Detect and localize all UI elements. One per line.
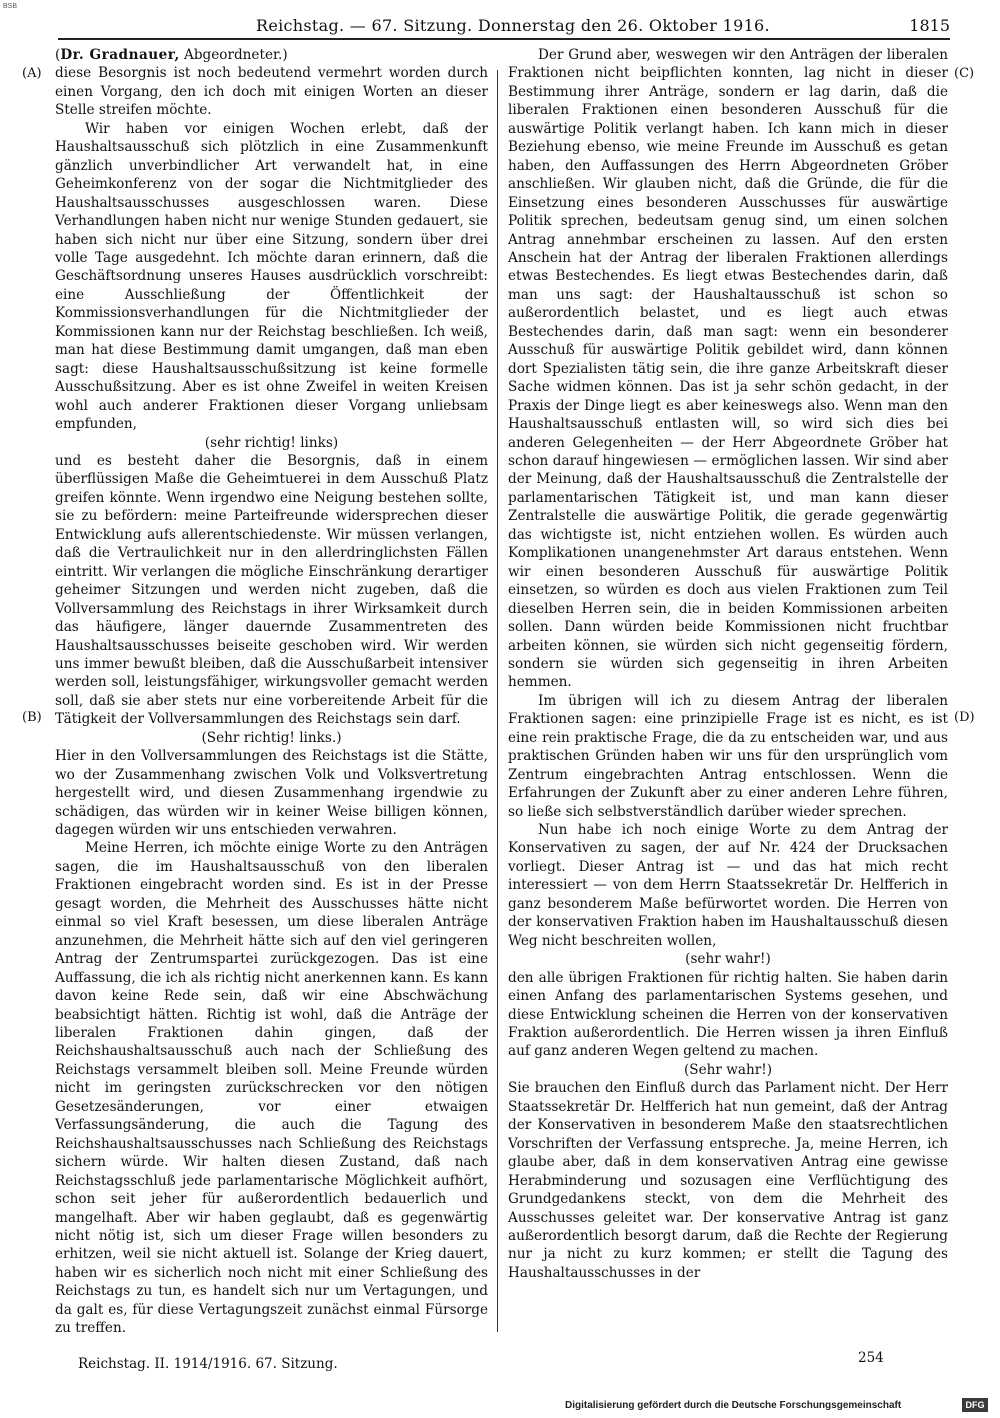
funding-note: Digitalisierung gefördert durch die Deutsche Forschungsgemeinschaft xyxy=(565,1400,902,1411)
paragraph: Nun habe ich noch einige Worte zu dem Antrag der Konservativen zu sagen, der auf Nr. 424 der Drucksachen vorliegt. Dieser Antrag ist — und das hat mich recht interessiert — von dem Herrn Staatssekretär Dr. Helfferich in ganz besonderem Maße befürwortet worden. Die Herren von der konservativen Fraktion haben im Haushaltausschuß diesen Weg nicht beschreiten wollen, xyxy=(508,822,948,949)
footer-imprint: Reichstag. II. 1914/1916. 67. Sitzung. xyxy=(78,1356,338,1372)
speaker-role: Abgeordneter. xyxy=(184,47,283,63)
running-title: Reichstag. — 67. Sitzung. Donnerstag den 26. Oktober 1916. xyxy=(256,16,770,35)
dfg-logo: DFG xyxy=(962,1398,988,1412)
margin-marker-c: (C) xyxy=(954,66,975,81)
paragraph: Sie brauchen den Einfluß durch das Parlament nicht. Der Herr Staatssekretär Dr. Helfferich hat nun gemeint, daß der Antrag der Konservativen in besonderem Maße den staatsrechtlichen Vorschriften der Verfassung entspreche. Ja, meine Herren, ich glaube aber, daß in dem konservativen Antrag eine gewisse Herabminderung und sozusagen eine Verflüchtigung des Grundgedankens steckt, von dem die Mehrheit des Ausschusses geleitet war. Der konservative Antrag ist ganz außerordentlich besorgt darum, daß die Rechte der Regierung nur ja nicht zu kurz kommen; er stellt die Tagung des Haushaltausschusses in der xyxy=(508,1080,948,1281)
margin-marker-a: (A) xyxy=(22,66,42,81)
paragraph: Wir haben vor einigen Wochen erlebt, daß der Haushaltsausschuß sich plötzlich in eine Zusammenkunft gänzlich unverbindlicher Art verwandelt hat, in eine Geheimkonferenz von der sogar die Nichtmitglieder des Haushaltsausschusses ausgeschlossen waren. Diese Verhandlungen haben nicht nur wenige Stunden gedauert, sie haben sich nicht nur über eine Sitzung, sondern über drei volle Tage ausgedehnt. Ich möchte daran erinnern, daß die Geschäftsordnung unseres Hauses ausdrücklich vorschreibt: eine Ausschließung der Öffentlichkeit der Kommissionsverhandlungen für die Nichtmitglieder der Kommissionen kann nur der Reichstag beschließen. Ich weiß, man hat diese Bestimmung damit umgangen, daß man eben sagt: diese Haushaltsausschußsitzung ist keine formelle Ausschußsitzung. Aber es ist ohne Zweifel in weiten Kreisen wohl auch anderer Fraktionen dieser Vorgang unliebsam empfunden, xyxy=(55,120,488,433)
library-mark: BSB xyxy=(3,3,18,10)
speaker-line: (Dr. Gradnauer, Abgeordneter.) xyxy=(55,47,288,63)
interjection: (Sehr wahr!) xyxy=(684,1061,772,1078)
footer-signature: 254 xyxy=(858,1350,884,1366)
paragraph: den alle übrigen Fraktionen für richtig halten. Sie haben darin einen Anfang des parlamentarischen Systems gesehen, und diese Entwicklung scheinen die Herren von der konservativen Fraktion außerordentlich. Die Herren wissen ja ihren Einfluß auf ganz anderen Wegen geltend zu machen. xyxy=(508,969,948,1060)
column-divider xyxy=(497,70,498,1332)
paragraph: Hier in den Vollversammlungen des Reichstags ist die Stätte, wo der Zusammenhang zwischen Volk und Volksvertretung hergestellt wird, und diesen Zusammenhang irgendwie zu schädigen, das würden wir in keiner Weise billigen können, dagegen würden wir uns entschieden verwahren. xyxy=(55,748,488,839)
speaker-name: Dr. Gradnauer, xyxy=(60,47,180,63)
interjection: (sehr wahr!) xyxy=(685,951,771,968)
interjection: (sehr richtig! links) xyxy=(204,434,339,451)
interjection: (Sehr richtig! links.) xyxy=(201,729,342,746)
paragraph: und es besteht daher die Besorgnis, daß in einem überflüssigen Maße die Geheimtuerei in dem Ausschuß Platz greifen könnte. Wenn irgendwo eine Neigung bestehen sollte, sie zu befördern: meine Parteifreunde widersprechen dieser Entwicklung aufs allerentschiedenste. Wir müssen verlangen, daß die Vertraulichkeit nur in den allerdringlichsten Fällen eintritt. Wir verlangen die mögliche Einschränkung derartiger geheimer Sitzungen und werden nicht zugeben, daß die Vollversammlung des Reichstags in ihrer Wirksamkeit durch das häufigere, länger dauernde Zusammentreten des Haushaltsausschusses beiseite geschoben wird. Wir werden uns immer bewußt bleiben, daß die Ausschußarbeit intensiver werden soll, leistungsfähiger, wirkungsvoller gemacht werden soll, daß sie aber stets nur eine vorbereitende Arbeit für die Tätigkeit der Vollversammlungen des Reichstags sein darf. xyxy=(55,452,488,728)
paragraph: Im übrigen will ich zu diesem Antrag der liberalen Fraktionen sagen: eine prinzipielle Frage ist es nicht, es ist eine rein praktische Frage, die da zu entscheiden war, und aus praktischen Gründen haben wir uns für den ursprünglich vom Zentrum eingebrachten Antrag entschlossen. Wenn die Erfahrungen der Zukunft aber zu einer anderen Lehre führen, so ließe sich selbstverständlich darüber wieder sprechen. xyxy=(508,692,948,820)
paragraph: diese Besorgnis ist noch bedeutend vermehrt worden durch einen Vorgang, den ich doch mit einigen Worten an dieser Stelle streifen möchte. xyxy=(55,65,488,119)
right-column xyxy=(508,46,948,1336)
margin-marker-d: (D) xyxy=(954,710,975,725)
left-column xyxy=(55,46,488,1336)
margin-marker-b: (B) xyxy=(22,710,42,725)
page-number: 1815 xyxy=(909,16,950,35)
page-header xyxy=(58,12,950,40)
paragraph: Der Grund aber, weswegen wir den Anträgen der liberalen Fraktionen nicht beipflichten konnten, lag nicht in dieser Bestimmung ihrer Anträge, sondern er lag darin, daß die liberalen Fraktionen einen besonderen Ausschuß für die auswärtige Politik verlangt haben. Ich kann mich in dieser Beziehung ebenso, wie meine Freunde im Ausschuß es getan haben, den Auffassungen des Herrn Abgeordneten Gröber anschließen. Wir glauben nicht, daß die Gründe, die für die Einsetzung eines besonderen Ausschusses für auswärtige Politik sprechen, bedeutsam genug sind, um einen solchen Antrag annehmbar erscheinen zu lassen. Auf den ersten Anschein hat der Antrag der liberalen Fraktionen allerdings etwas Bestechendes. Es liegt etwas Bestechendes darin, daß man uns sagt: der Haushaltausschuß ist schon so außerordentlich belastet, und es liegt auch etwas Bestechendes darin, daß man sagt: wenn ein besonderer Ausschuß für auswärtige Politik gebildet wird, dann können dort Spezialisten tätig sein, die ihre ganze Arbeitskraft dieser Sache widmen können. Das ist ja sehr schön gedacht, in der Praxis der Dinge liegt es aber keineswegs also. Wenn man den Haushaltsausschuß entlasten will, so wird sich dies bei anderen Gelegenheiten — der Herr Abgeordnete Gröber hat schon darauf hingewiesen — ermöglichen lassen. Wir sind aber der Meinung, daß der Haushaltsausschuß die Zentralstelle der parlamentarischen Tätigkeit ist, und man kann dieser Zentralstelle die auswärtige Politik, die gerade gegenwärtig das wichtigste ist, nicht entziehen wollen. Es würden auch Komplikationen unangenehmster Art daraus entstehen. Wenn wir einen besonderen Ausschuß für auswärtige Politik einsetzen, so würden es doch aus vielen Fraktionen zum Teil dieselben Herren sein, die in beiden Kommissionen arbeiten sollen. Dann würden beide Kommissionen nicht fruchtbar arbeiten können, sie würden sich nicht gegenseitig fördern, sondern sie würden sich gegenseitig in ihren Arbeiten hemmen. xyxy=(508,47,948,691)
paragraph: Meine Herren, ich möchte einige Worte zu den Anträgen sagen, die im Haushaltsausschuß von den liberalen Fraktionen eingebracht worden sind. Es ist in der Presse gesagt worden, die Mehrheit des Ausschusses hätte nicht einmal so viel Kraft besessen, um diese liberalen Anträge anzunehmen, die Mehrheit hätte sich auf den viel geringeren Antrag der Zentrumspartei zurückgezogen. Das ist eine Auffassung, die ich als richtig nicht anerkennen kann. Es kann davon keine Rede sein, daß wir eine Abschwächung beabsichtigt hätten. Richtig ist wohl, daß die Anträge der liberalen Fraktionen dahin gingen, daß der Reichshaushaltsausschuß auch nach der Schließung des Reichstags versammelt bleiben soll. Meine Freunde würden nicht im geringsten zurückschrecken vor den nötigen Gesetzesänderungen, vor einer etwaigen Verfassungsänderung, die auch die Tagung des Reichshaushaltsausschusses nach Schließung des Reichstags sichern würde. Wir halten diesen Zustand, daß nach Reichstagsschluß jede parlamentarische Möglichkeit aufhört, schon seit jeher für außerordentlich bedauerlich und mangelhaft. Aber wir haben geglaubt, daß es gegenwärtig nicht nötig ist, sich um dieser Frage willen besonders zu erhitzen, weil sie nicht aktuell ist. Solange der Krieg dauert, haben wir es sicherlich noch nicht mit einer Schließung des Reichstags zu tun, es handelt sich nur um Vertagungen, und da galt es, für diese Vertagungszeit zunächst einmal Fürsorge zu treffen. xyxy=(55,840,488,1336)
